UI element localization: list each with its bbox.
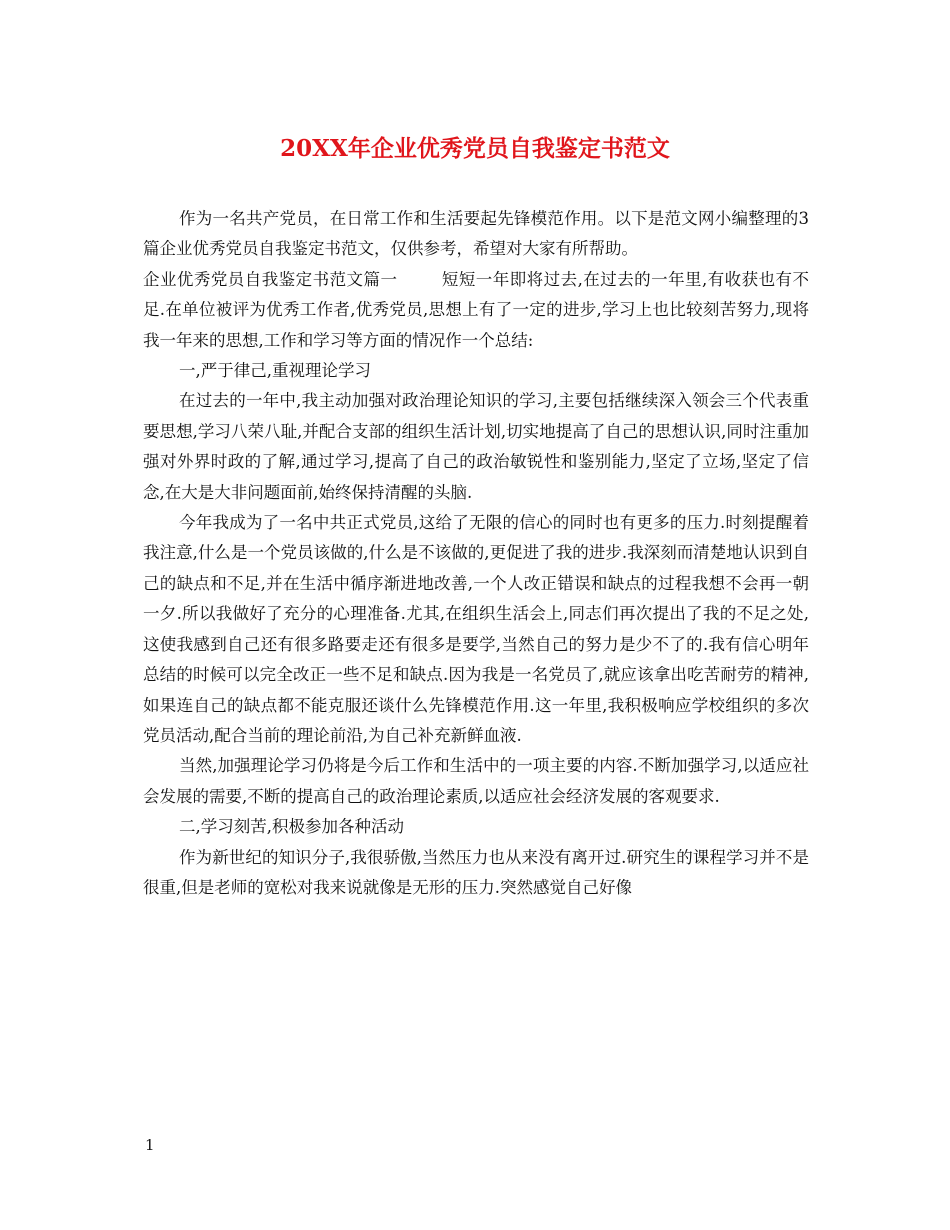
paragraph-4: 作为新世纪的知识分子,我很骄傲,当然压力也从来没有离开过.研究生的课程学习并不是很重,但是老师的宽松对我来说就像是无形的压力.突然感觉自己好像 [143,847,809,897]
heading-two: 二,学习刻苦,积极参加各种活动 [179,817,404,837]
section-one-paragraph [143,265,809,356]
page-number: 1 [145,1136,155,1154]
paragraph-2: 今年我成为了一名中共正式党员,这给了无限的信心的同时也有更多的压力.时刻提醒着我注意,什么是一个党员该做的,什么是不该做的,更促进了我的进步.我深刻而清楚地认识到自己的缺点和不足,并在生活中循序渐进地改善,一个人改正错误和缺点的过程我想不会再一朝一夕.所以我做好了充分的心理准备.尤其,在组织生活会上,同志们再次提出了我的不足之处,这使我感到自己还有很多路要走还有很多是要学,当然自己的努力是少不了的.我有信心明年总结的时候可以完全改正一些不足和缺点.因为我是一名党员了,就应该拿出吃苦耐劳的精神,如果连自己的缺点都不能克服还谈什么先锋模范作用.这一年里,我积极响应学校组织的多次党员活动,配合当前的理论前沿,为自己补充新鲜血液. [143,513,809,745]
section-opening-text: 短短一年即将过去,在过去的一年里,有收获也有不足.在单位被评为优秀工作者,优秀党员,思想上有了一定的进步,学习上也比较刻苦努力,现将我一年来的思想,工作和学习等方面的情况作一个总结: [143,269,810,350]
heading-one: 一,严于律己,重视理论学习 [179,361,371,381]
document-body [143,204,809,903]
intro-paragraph: 作为一名共产党员，在日常工作和生活要起先锋模范作用。以下是范文网小编整理的3篇企业优秀党员自我鉴定书范文，仅供参考，希望对大家有所帮助。 [143,209,809,259]
document-title: 20XX年企业优秀党员自我鉴定书范文 [280,135,670,162]
paragraph-3: 当然,加强理论学习仍将是今后工作和生活中的一项主要的内容.不断加强学习,以适应社会发展的需要,不断的提高自己的政治理论素质,以适应社会经济发展的客观要求. [143,756,809,806]
section-label: 企业优秀党员自我鉴定书范文篇一 [143,269,398,289]
paragraph-1: 在过去的一年中,我主动加强对政治理论知识的学习,主要包括继续深入领会三个代表重要思想,学习八荣八耻,并配合支部的组织生活计划,切实地提高了自己的思想认识,同时注重加强对外界时政的了解,通过学习,提高了自己的政治敏锐性和鉴别能力,坚定了立场,坚定了信念,在大是大非问题面前,始终保持清醒的头脑. [143,391,809,502]
